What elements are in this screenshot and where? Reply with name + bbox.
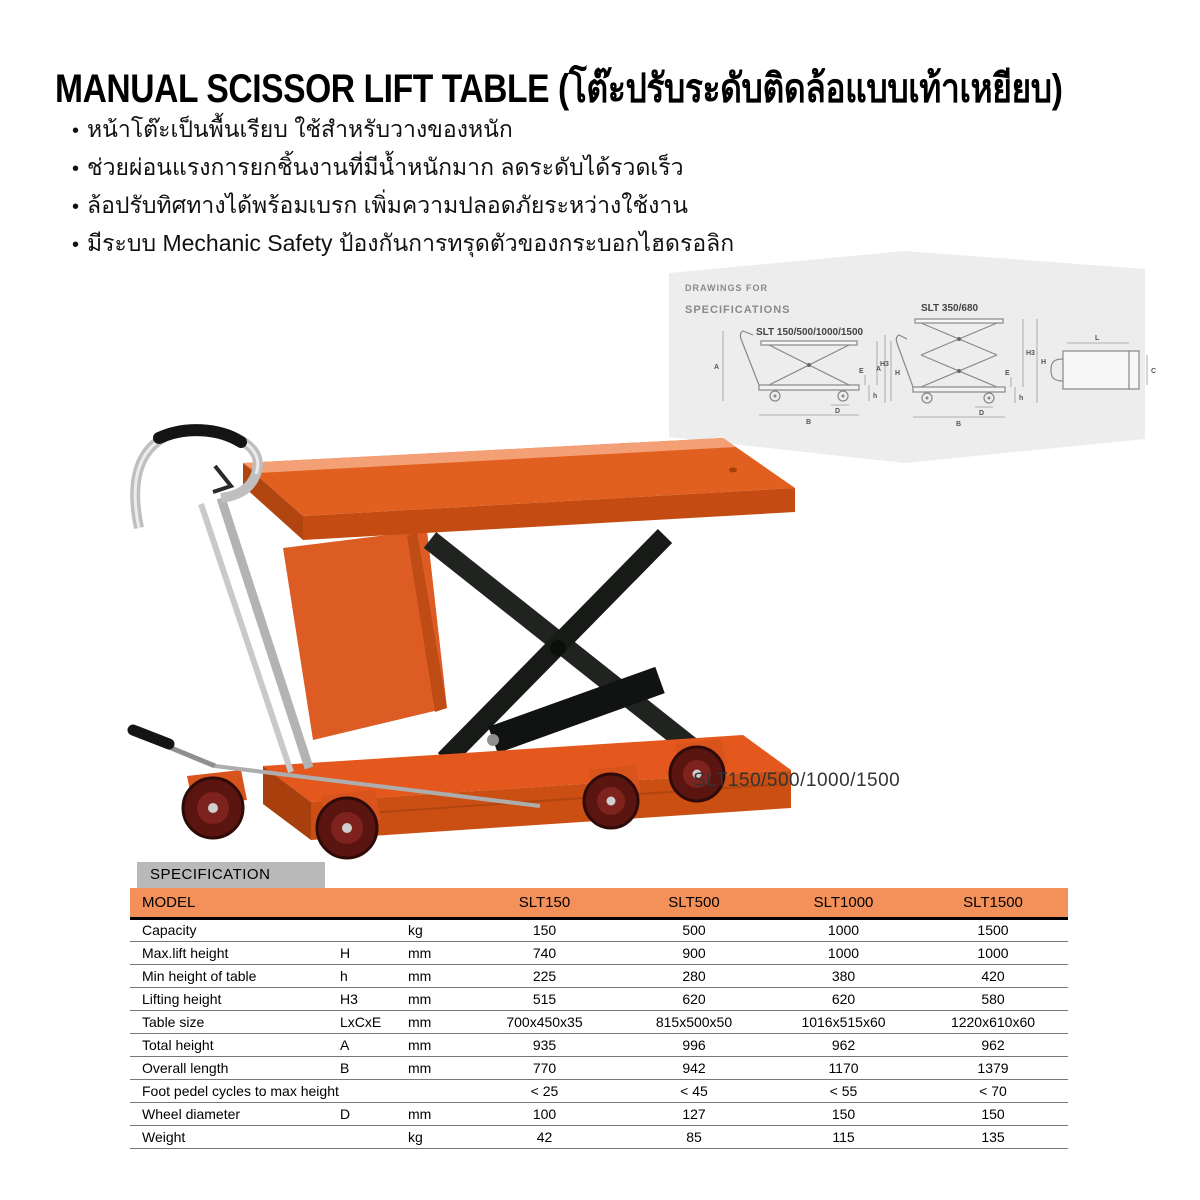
row-value: 135 (918, 1125, 1068, 1148)
bullet-dot-icon: • (72, 234, 80, 256)
bullet-text: ช่วยผ่อนแรงการยกชิ้นงานที่มีน้ำหนักมาก ลดระดับได้รวดเร็ว (87, 154, 684, 180)
row-value: < 45 (619, 1079, 769, 1102)
dim-label-D: D (979, 410, 985, 417)
feature-bullet-list (72, 112, 734, 264)
dim-label-H: H (895, 370, 901, 377)
table-row (130, 1033, 1068, 1056)
dim-label-h: h (873, 393, 878, 400)
dim-label-L: L (1095, 335, 1100, 342)
row-value: 150 (769, 1102, 918, 1125)
row-unit (408, 1079, 470, 1102)
row-label: Capacity (130, 918, 340, 941)
bullet-text: หน้าโต๊ะเป็นพื้นเรียบ ใช้สำหรับวางของหนัก (87, 116, 513, 142)
drawings-heading-line2: SPECIFICATIONS (685, 304, 791, 316)
row-value: 620 (769, 987, 918, 1010)
row-value: 150 (470, 918, 619, 941)
table-row (130, 1125, 1068, 1148)
dim-label-E: E (859, 368, 864, 375)
dim-label-H3: H3 (880, 361, 889, 368)
bullet-item (72, 150, 734, 188)
row-value: 1170 (769, 1056, 918, 1079)
row-symbol: H (340, 941, 408, 964)
dim-label-C: C (1151, 368, 1157, 375)
row-label: Max.lift height (130, 941, 340, 964)
row-value: 1000 (918, 941, 1068, 964)
row-label: Wheel diameter (130, 1102, 340, 1125)
row-value: 515 (470, 987, 619, 1010)
row-symbol: D (340, 1102, 408, 1125)
row-unit: mm (408, 987, 470, 1010)
row-unit: mm (408, 1056, 470, 1079)
row-value: 620 (619, 987, 769, 1010)
row-value: 996 (619, 1033, 769, 1056)
row-value: < 55 (769, 1079, 918, 1102)
row-label: Weight (130, 1125, 340, 1148)
row-label: Lifting height (130, 987, 340, 1010)
row-unit: mm (408, 941, 470, 964)
row-value: 100 (470, 1102, 619, 1125)
table-row (130, 918, 1068, 941)
column-header-slt1000: SLT1000 (769, 888, 918, 918)
row-unit: mm (408, 1102, 470, 1125)
row-value: 127 (619, 1102, 769, 1125)
row-value: 962 (769, 1033, 918, 1056)
row-label: Foot pedel cycles to max height (130, 1079, 340, 1102)
dim-label-E: E (1005, 370, 1010, 377)
row-value: 500 (619, 918, 769, 941)
row-unit: kg (408, 918, 470, 941)
table-row (130, 1056, 1068, 1079)
page-title: MANUAL SCISSOR LIFT TABLE (โต๊ะปรับระดับติดล้อแบบเท้าเหยียบ) (55, 67, 1063, 111)
row-symbol (340, 918, 408, 941)
row-value: < 25 (470, 1079, 619, 1102)
double-scissor-label: SLT 350/680 (921, 303, 979, 314)
specification-tab: SPECIFICATION (137, 862, 325, 888)
row-label: Overall length (130, 1056, 340, 1079)
row-symbol (340, 1079, 408, 1102)
dim-label-h: h (1019, 395, 1024, 402)
table-row (130, 941, 1068, 964)
row-value: 1379 (918, 1056, 1068, 1079)
bullet-text: มีระบบ Mechanic Safety ป้องกันการทรุดตัวของกระบอกไฮดรอลิก (87, 230, 735, 256)
bullet-item (72, 112, 734, 150)
row-value: < 70 (918, 1079, 1068, 1102)
column-header-slt1500: SLT1500 (918, 888, 1068, 918)
model-header-cell: MODEL (130, 888, 470, 918)
row-value: 280 (619, 964, 769, 987)
column-header-slt500: SLT500 (619, 888, 769, 918)
row-value: 942 (619, 1056, 769, 1079)
table-header-row (130, 888, 1068, 918)
row-value: 740 (470, 941, 619, 964)
row-symbol: B (340, 1056, 408, 1079)
bullet-dot-icon: • (72, 120, 80, 142)
row-value: 580 (918, 987, 1068, 1010)
single-scissor-label: SLT 150/500/1000/1500 (756, 327, 864, 338)
dim-label-D: D (835, 408, 841, 415)
row-value: 225 (470, 964, 619, 987)
row-value: 420 (918, 964, 1068, 987)
dim-label-B: B (956, 421, 962, 428)
row-value: 700x450x35 (470, 1010, 619, 1033)
dim-label-H: H (1041, 359, 1047, 366)
row-value: 1016x515x60 (769, 1010, 918, 1033)
row-symbol: A (340, 1033, 408, 1056)
product-photo (95, 408, 901, 863)
row-symbol (340, 1125, 408, 1148)
table-row (130, 987, 1068, 1010)
dim-label-H3: H3 (1026, 350, 1035, 357)
product-model-caption: SLT150/500/1000/1500 (693, 770, 901, 791)
row-symbol: LxCxE (340, 1010, 408, 1033)
dim-label-A: A (876, 366, 882, 373)
row-value: 770 (470, 1056, 619, 1079)
row-value: 1000 (769, 941, 918, 964)
bullet-dot-icon: • (72, 158, 80, 180)
dim-label-B: B (806, 419, 812, 426)
dim-label-A: A (714, 364, 720, 371)
row-label: Total height (130, 1033, 340, 1056)
row-value: 935 (470, 1033, 619, 1056)
row-unit: mm (408, 1010, 470, 1033)
row-value: 380 (769, 964, 918, 987)
row-value: 42 (470, 1125, 619, 1148)
row-unit: mm (408, 1033, 470, 1056)
table-row (130, 964, 1068, 987)
table-row (130, 1102, 1068, 1125)
row-label: Min height of table (130, 964, 340, 987)
bullet-dot-icon: • (72, 196, 80, 218)
row-value: 900 (619, 941, 769, 964)
scissor-lift-table-illustration (95, 408, 825, 863)
row-unit: mm (408, 964, 470, 987)
bullet-text: ล้อปรับทิศทางได้พร้อมเบรก เพิ่มความปลอดภัยระหว่างใช้งาน (87, 192, 688, 218)
row-value: 1500 (918, 918, 1068, 941)
row-symbol: h (340, 964, 408, 987)
row-value: 962 (918, 1033, 1068, 1056)
row-value: 1220x610x60 (918, 1010, 1068, 1033)
bullet-item (72, 226, 734, 264)
row-value: 815x500x50 (619, 1010, 769, 1033)
row-symbol: H3 (340, 987, 408, 1010)
table-row (130, 1079, 1068, 1102)
row-value: 1000 (769, 918, 918, 941)
row-unit: kg (408, 1125, 470, 1148)
column-header-slt150: SLT150 (470, 888, 619, 918)
bullet-item (72, 188, 734, 226)
row-value: 150 (918, 1102, 1068, 1125)
table-row (130, 1010, 1068, 1033)
drawings-heading-line1: DRAWINGS FOR (685, 283, 768, 293)
row-label: Table size (130, 1010, 340, 1033)
row-value: 115 (769, 1125, 918, 1148)
specification-table (130, 888, 1068, 1149)
row-value: 85 (619, 1125, 769, 1148)
